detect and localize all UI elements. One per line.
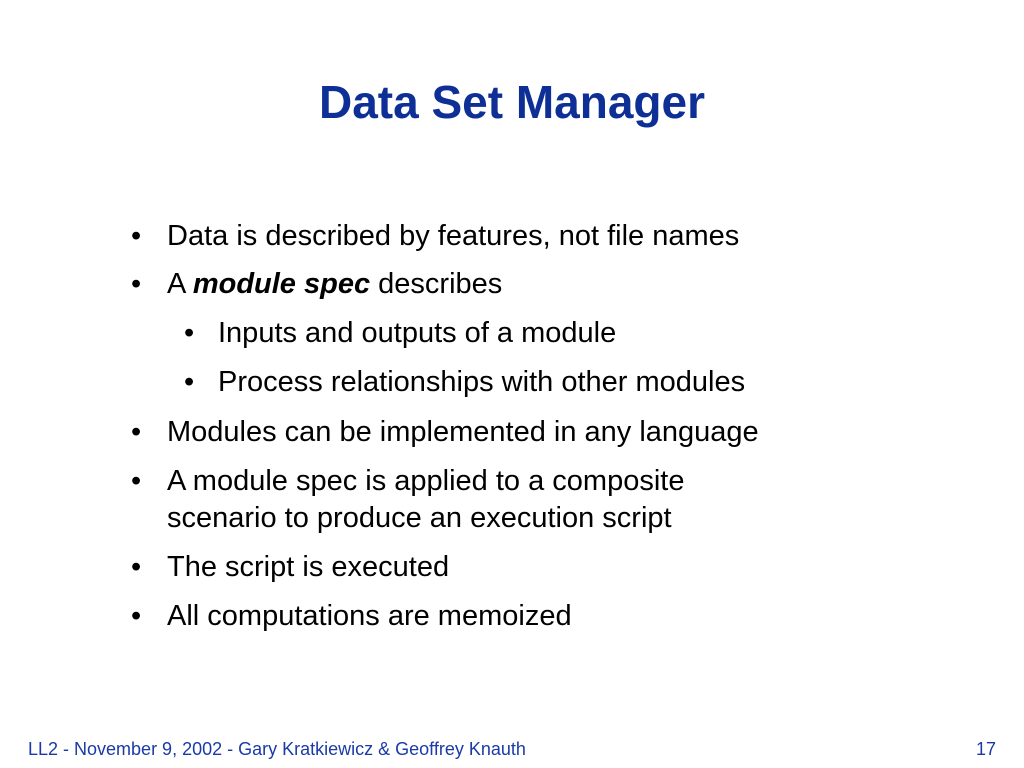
bullet-dot-icon: • — [131, 600, 142, 632]
bullet-dot-icon: • — [184, 317, 195, 349]
bullet-text: The script is executed — [167, 551, 450, 583]
bullet-text-prefix: A — [167, 268, 185, 300]
bullet-dot-icon: • — [131, 268, 142, 300]
sub-bullet-item — [184, 315, 617, 352]
bullet-text-emphasis: module spec — [192, 268, 371, 300]
bullet-dot-icon: • — [131, 465, 142, 497]
bullet-dot-icon: • — [131, 551, 142, 583]
bullet-text-suffix: describes — [378, 268, 503, 300]
bullet-item — [131, 218, 740, 255]
bullet-item — [131, 463, 685, 537]
bullet-item — [131, 598, 572, 635]
bullet-dot-icon: • — [131, 416, 142, 448]
bullet-text: Process relationships with other modules — [218, 366, 746, 398]
bullet-text-line-1: A module spec is applied to a composite — [167, 465, 685, 497]
bullet-dot-icon: • — [184, 366, 195, 398]
bullet-item — [131, 266, 503, 303]
bullet-item — [131, 549, 450, 586]
sub-bullet-item — [184, 364, 746, 401]
bullet-text-line-2: scenario to produce an execution script — [167, 502, 672, 534]
slide-title: Data Set Manager — [318, 76, 705, 128]
bullet-text: All computations are memoized — [167, 600, 572, 632]
bullet-text: Data is described by features, not file names — [167, 220, 740, 252]
bullet-item — [131, 414, 759, 451]
bullet-text: Inputs and outputs of a module — [218, 317, 617, 349]
bullet-dot-icon: • — [131, 220, 142, 252]
page-number: 17 — [975, 739, 996, 759]
bullet-text: Modules can be implemented in any language — [167, 416, 759, 448]
footer-caption: LL2 - November 9, 2002 - Gary Kratkiewicz & Geoffrey Knauth — [28, 739, 526, 759]
